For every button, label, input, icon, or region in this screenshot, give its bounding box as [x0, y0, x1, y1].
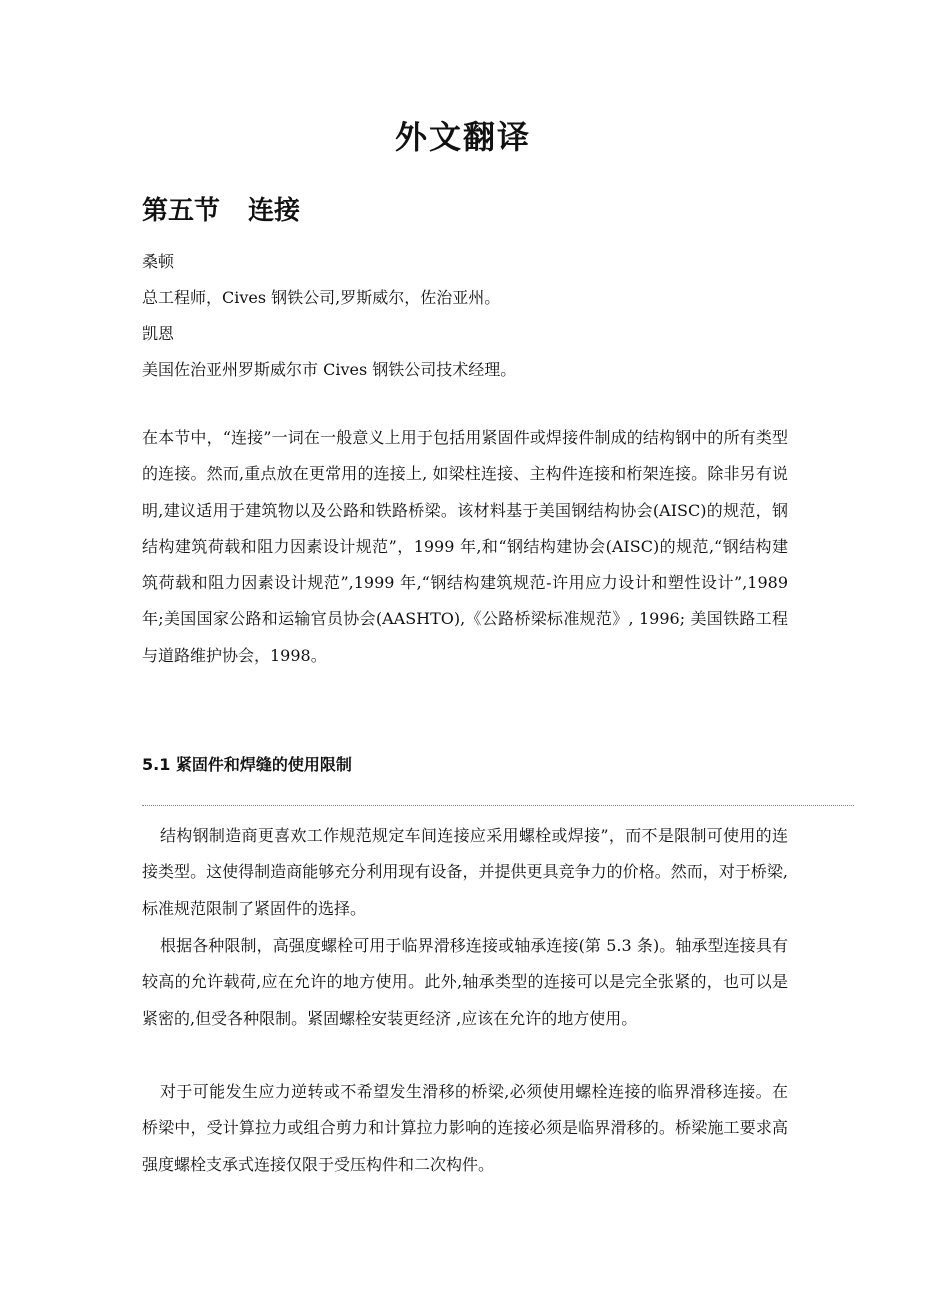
intro-paragraph: 在本节中，“连接”一词在一般意义上用于包括用紧固件或焊接件制成的结构钢中的所有类型的连接。然而,重点放在更常用的连接上, 如梁柱连接、主构件连接和桁架连接。除非另有说明,建议适用于建筑物以及公路和铁路桥梁。该材料基于美国钢结构协会(AISC)的规范，钢结构建筑荷载和阻力因素设计规范”，1999 年,和“钢结构建协会(AISC)的规范,“钢结构建筑荷载和阻力因素设计规范”,1999 年,“钢结构建筑规范-许用应力设计和塑性设计”,1989 年;美国国家公路和运输官员协会(AASHTO),《公路桥梁标准规范》, 1996; 美国铁路工程与道路维护协会，1998。	[142, 428, 788, 665]
author-affiliation: 总工程师，Cives 钢铁公司,罗斯威尔，佐治亚州。	[142, 288, 501, 307]
subsection-heading: 5.1 紧固件和焊缝的使用限制	[142, 755, 352, 774]
document-title: 外文翻译	[394, 118, 531, 156]
author-name: 凯恩	[142, 324, 175, 343]
author-name: 桑顿	[142, 252, 175, 271]
body-paragraph: 对于可能发生应力逆转或不希望发生滑移的桥梁,必须使用螺栓连接的临界滑移连接。在桥梁中，受计算拉力或组合剪力和计算拉力影响的连接必须是临界滑移的。桥梁施工要求高强度螺栓支承式连接仅限于受压构件和二次构件。	[142, 1082, 788, 1174]
dotted-divider	[142, 805, 854, 806]
section-name: 连接	[248, 196, 301, 226]
author-block	[142, 244, 792, 388]
body-paragraph: 结构钢制造商更喜欢工作规范规定车间连接应采用螺栓或焊接”，而不是限制可使用的连接类型。这使得制造商能够充分利用现有设备，并提供更具竞争力的价格。然而，对于桥梁,标准规范限制了紧固件的选择。	[142, 826, 788, 918]
section-number: 第五节	[142, 196, 221, 226]
author-affiliation: 美国佐治亚州罗斯威尔市 Cives 钢铁公司技术经理。	[142, 360, 517, 379]
body-paragraph: 根据各种限制，高强度螺栓可用于临界滑移连接或轴承连接(第 5.3 条)。轴承型连接具有较高的允许载荷,应在允许的地方使用。此外,轴承类型的连接可以是完全张紧的，也可以是紧密的,但受各种限制。紧固螺栓安装更经济 ,应该在允许的地方使用。	[142, 936, 788, 1028]
section-heading	[142, 190, 300, 227]
